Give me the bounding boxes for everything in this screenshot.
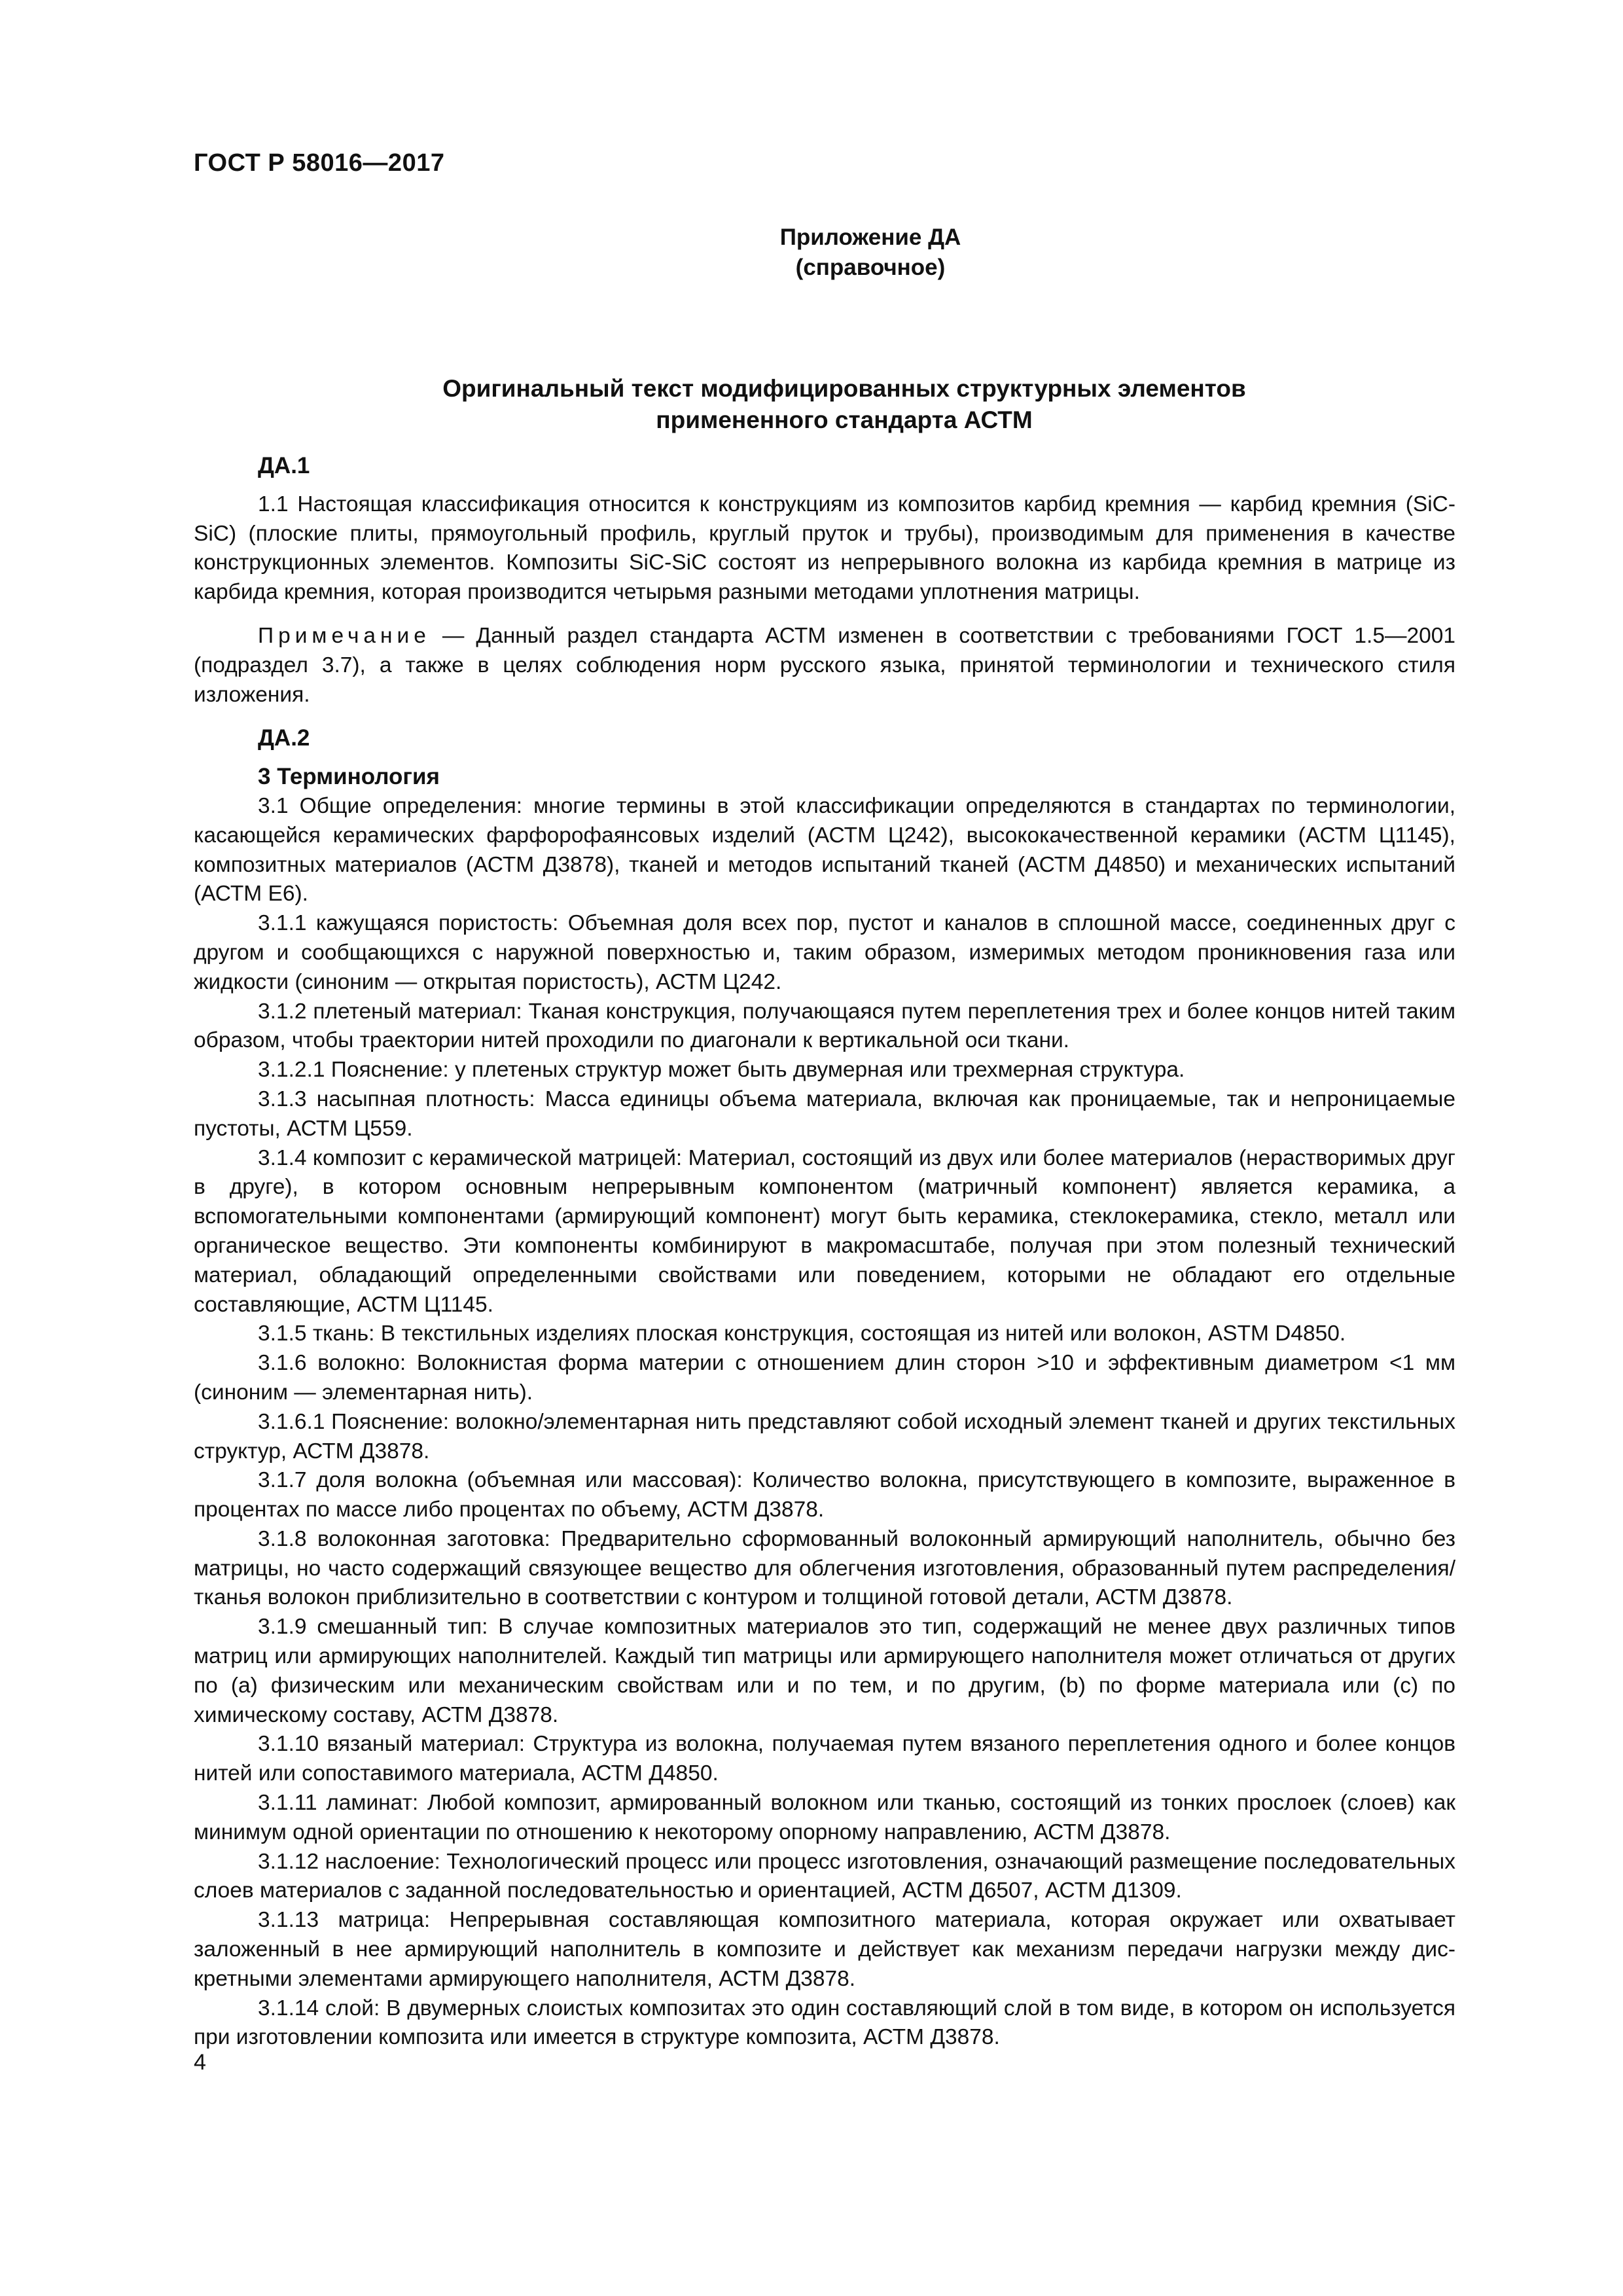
page-number: 4 [194,2050,206,2075]
term-paragraph: 3.1.4 композит с керамической матрицей: Материал, состоящий из двух или более материалов (нерастворимых друг в друге), в котором основным непрерывным компонентом (матричный компонент) является керамика, а вспомогательными компонентами (армирующий компонент) могут быть керамика, стеклокерамика, стекло, металл или органическое вещество. Эти компоненты комбинируют в макромасштабе, получая при этом полезный технический материал, обладающий определенными свойствами или поведением, которыми не обладают его отдельные составляющие, АСТМ Ц1145. [194,1145,1455,1317]
annex-title-line-1: Оригинальный текст модифицированных структурных элементов [442,375,1246,402]
term-paragraph: 3.1.2 плетеный материал: Тканая конструкция, получающаяся путем переплетения трех и более концов нитей таким образом, чтобы траектории нитей проходили по диагонали к вертикальной оси ткани. [194,999,1455,1053]
document-body [194,452,1455,2053]
paragraph-1-1: 1.1 Настоящая классификация относится к конструкциям из композитов карбид кремния — карбид кремния (SiC-SiC) (плоские плиты, прямоугольный профиль, круглый пруток и трубы), производимым для применения в качестве конструкционных элементов. Композиты SiC-SiC состоят из непрерывного волокна из карбида кремния в матрице из карбида кремния, которая производится четырьмя разными методами уплотнения матрицы. [194,492,1455,605]
term-paragraph: 3.1.6 волокно: Волокнистая форма материи с отношением длин сторон >10 и эффективным диаметром <1 мм (синоним — элементарная нить). [194,1351,1455,1405]
term-paragraph: 3.1.14 слой: В двумерных слоистых композитах это один составляющий слой в том виде, в котором он используется при изготовлении композита или имеется в структуре композита, АСТМ Д3878. [194,1996,1455,2050]
annex-type: (справочное) [795,255,946,280]
term-paragraph: 3.1.12 наслоение: Технологический процесс или процесс изготовления, означающий размещение последовательных слоев материалов с заданной последовательностью и ориентацией, АСТМ Д6507, АСТМ Д1309. [194,1849,1455,1903]
annex-title-line-2: примененного стандарта АСТМ [656,406,1033,433]
note-label: Примечание [258,623,431,648]
note-text: — Данный раздел стандарта АСТМ изменен в соответствии с требованиями ГОСТ 1.5—2001 (подраздел 3.7), а также в целях соблюдения норм русского языка, принятой терминологии и технического стиля изложения. [194,623,1455,707]
section-subheading-terminology: 3 Терминология [258,764,440,790]
term-paragraph: 3.1.11 ламинат: Любой композит, армированный волокном или тканью, состоящий из тонких прослоек (слоев) как минимум одной ориентации по отношению к некоторому опорному направлению, АСТМ Д3878. [194,1791,1455,1844]
term-paragraph: 3.1.10 вязаный материал: Структура из волокна, получаемая путем вязаного переплетения одного и более концов нитей или сопоставимого материала, АСТМ Д4850. [194,1732,1455,1786]
term-paragraph: 3.1.2.1 Пояснение: у плетеных структур может быть двумерная или трехмерная структура. [258,1058,1185,1083]
term-paragraph: 3.1.8 волоконная заготовка: Предварительно сформованный волоконный армирующий наполнитель, обычно без матрицы, но часто содержащий связующее вещество для облегчения изготовления, образованный путем распределения/тканья волокон приблизительно в соответствии с контуром и толщиной готовой детали, АСТМ Д3878. [194,1526,1455,1610]
document-id: ГОСТ Р 58016—2017 [194,149,445,177]
term-paragraph: 3.1.13 матрица: Непрерывная составляющая композитного материала, которая окружает или охватывает заложенный в нее армирующий наполнитель в композите и действует как механизм передачи нагрузки между дискретными элементами армирующего наполнителя, АСТМ Д3878. [194,1908,1455,1991]
term-paragraph: 3.1.9 смешанный тип: В случае композитных материалов это тип, содержащий не менее двух различных типов матриц или армирующих наполнителей. Каждый тип матрицы или армирующего наполнителя может отличаться от других по (а) физическим или механическим свойствам или и по тем, и по другим, (b) по форме материала или (с) по химическому составу, АСТМ Д3878. [194,1615,1455,1727]
term-paragraph: 3.1.7 доля волокна (объемная или массовая): Количество волокна, присутствующего в композите, выраженное в процентах по массе либо процентах по объему, АСТМ Д3878. [194,1468,1455,1522]
term-paragraph: 3.1.1 кажущаяся пористость: Объемная доля всех пор, пустот и каналов в сплошной массе, соединенных друг с другом и сообщающихся с наружной поверхностью и, таким образом, измеримых методом проникновения газа или жидкости (синоним — открытая пористость), АСТМ Ц242. [194,911,1455,994]
annex-title [194,373,1455,436]
document-page [194,0,1455,2296]
term-paragraph: 3.1.5 ткань: В текстильных изделиях плоская конструкция, состоящая из нитей или волокон, ASTM D4850. [258,1321,1346,1346]
note-paragraph [194,622,1455,709]
annex-label: Приложение ДА [779,224,961,250]
section-heading-da2: ДА.2 [258,725,310,751]
annex-heading [194,223,1455,283]
term-paragraph: 3.1.6.1 Пояснение: волокно/элементарная нить представляют собой исходный элемент тканей и других текстильных структур, АСТМ Д3878. [194,1409,1455,1463]
section-heading-da1: ДА.1 [258,453,310,478]
term-paragraph: 3.1.3 насыпная плотность: Масса единицы объема материала, включая как проницаемые, так и непроницаемые пустоты, АСТМ Ц559. [194,1086,1455,1141]
term-paragraph: 3.1 Общие определения: многие термины в этой классификации определяются в стандартах по терминологии, касающейся керамических фарфорофаянсовых изделий (АСТМ Ц242), высококачественной керамики (АСТМ Ц1145), композитных материалов (АСТМ Д3878), тканей и методов испытаний тканей (АСТМ Д4850) и механических испытаний (АСТМ Е6). [194,793,1455,906]
